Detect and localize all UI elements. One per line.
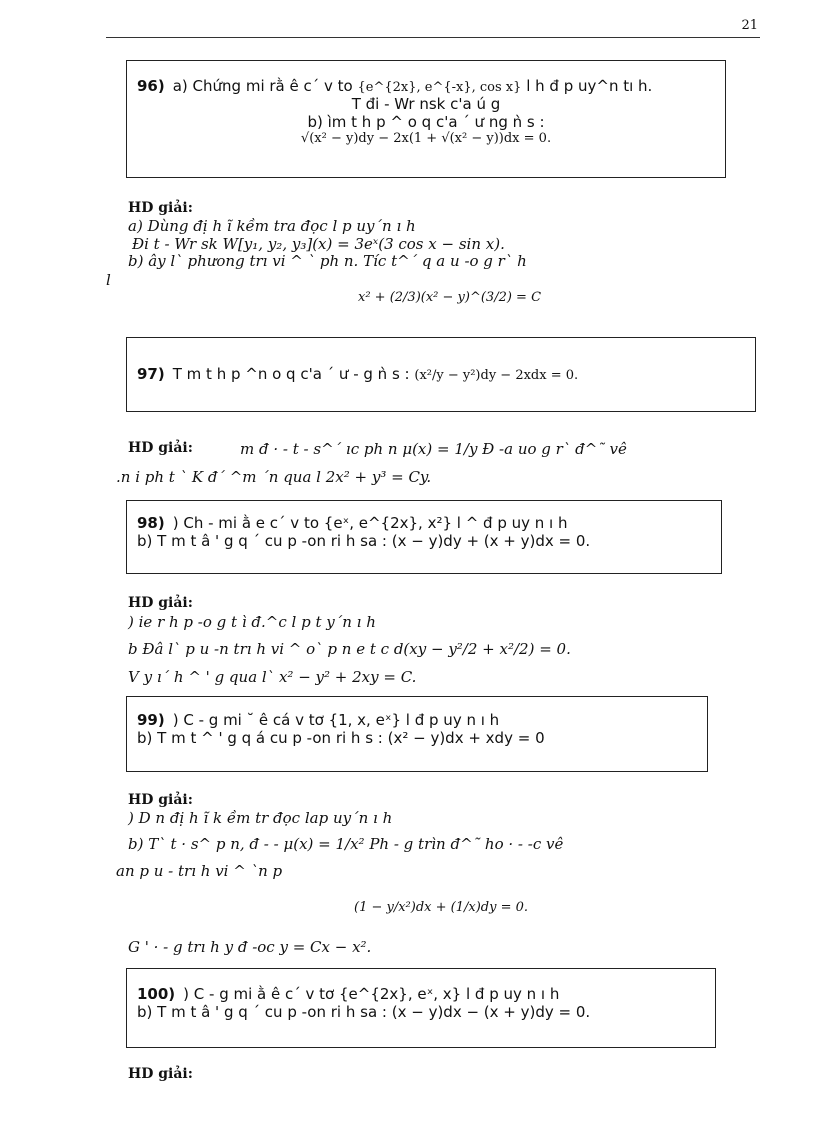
problem-text: b) T m t â ' g q ´ cu p -on ri h sa : (x − y)dx − (x + y)dy = 0. xyxy=(137,1003,591,1021)
solution-line: b) T` t · s^ p n, đ - - μ(x) = 1/x² Ph - g trı̀n đ^˜ ho · - -c vê xyxy=(128,835,564,853)
problem-number: 100) xyxy=(137,985,176,1003)
hd-label: HD giải: xyxy=(128,200,193,216)
solution-line: l xyxy=(106,271,111,289)
page-number: 21 xyxy=(741,18,758,33)
problem-text: b) ìm t h p ^ o q c'a ´ ư ng ǹ s : xyxy=(307,113,545,131)
solution-line: V y ı´ h ^ ' g qua l` x² − y² + 2xy = C. xyxy=(128,668,417,686)
math-expression: {e^{2x}, e^{-x}, cos x} xyxy=(357,80,522,95)
problem-text: ) C - g mi ˘ ê cá v tơ {1, x, eˣ} l đ p uy n ı h xyxy=(172,711,500,729)
problem-96-box xyxy=(126,60,726,178)
problem-text: l h đ p uy^n tı h. xyxy=(526,77,653,95)
math-expression: (x²/y − y²)dy − 2xdx = 0. xyxy=(414,368,579,383)
problem-number: 99) xyxy=(137,711,165,729)
solution-line: m đ · - t - s^´ ıc ph n μ(x) = 1/y Đ -a uo g r` đ^˜ vê xyxy=(240,440,627,458)
solution-line: ) ie r h p -o g t ì đ.^c l p t y´n ı h xyxy=(128,613,376,631)
solution-line: b Đâ l` p u -n trı h vi ^ o` p n e t c d(xy − y²/2 + x²/2) = 0. xyxy=(128,640,571,658)
solution-line: Đi t - Wr sk W[y₁, y₂, y₃](x) = 3eˣ(3 cos x − sin x). xyxy=(132,235,505,253)
problem-text: b) T m t â ' g q ´ cu p -on ri h sa : (x − y)dy + (x + y)dx = 0. xyxy=(137,532,591,550)
hd-label: HD giải: xyxy=(128,595,193,611)
problem-100-box xyxy=(126,968,716,1048)
hd-label: HD giải: xyxy=(128,1066,193,1082)
solution-line: .n i ph t ` K đ´ ^m ´n qua l 2x² + y³ = Cy. xyxy=(116,468,432,486)
problem-text: T m t h p ^n o q c'a ´ ư - g ǹ s : xyxy=(172,365,410,383)
hd-label: HD giải: xyxy=(128,792,193,808)
solution-line: b) ây l` phưong trı vi ^ ` ph n. Tíc t^´ q a u -o g r` h xyxy=(128,252,527,270)
problem-97-box xyxy=(126,337,756,412)
problem-number: 98) xyxy=(137,514,165,532)
solution-line: an p u - trı h vi ^ `n p xyxy=(116,862,283,880)
problem-text: ) Ch - mi ằ e c´ v to {eˣ, e^{2x}, x²} l ^ đ p uy n ı h xyxy=(172,514,568,532)
solution-line: a) Dùng đị h ĩ kềm tra đọc l p uy´n ı h xyxy=(128,217,416,235)
math-expression: √(x² − y)dy − 2x(1 + √(x² − y))dx = 0. xyxy=(300,131,552,146)
problem-text: ) C - g mi ằ ê c´ v tơ {e^{2x}, eˣ, x} l đ p uy n ı h xyxy=(183,985,560,1003)
hd-label: HD giải: xyxy=(128,440,193,456)
problem-text: b) T m t ^ ' g q á cu p -on ri h s : (x² − y)dx + xdy = 0 xyxy=(137,729,545,747)
solution-equation: x² + (2/3)(x² − y)^(3/2) = C xyxy=(358,290,542,305)
problem-number: 97) xyxy=(137,365,165,383)
solution-equation: (1 − y/x²)dx + (1/x)dy = 0. xyxy=(354,900,529,915)
problem-text: a) Chứng mi rằ ê c´ v to xyxy=(172,77,353,95)
solution-line: G ' · - g trı h y đ -oc y = Cx − x². xyxy=(128,938,372,956)
problem-text: T đi - Wr nsk c'a ú g xyxy=(351,95,501,113)
header-rule xyxy=(106,37,760,38)
problem-98-box xyxy=(126,500,722,574)
problem-99-box xyxy=(126,696,708,772)
problem-number: 96) xyxy=(137,77,165,95)
solution-line: ) D n đị h ĩ k ềm tr đọc lap uy´n ı h xyxy=(128,809,393,827)
